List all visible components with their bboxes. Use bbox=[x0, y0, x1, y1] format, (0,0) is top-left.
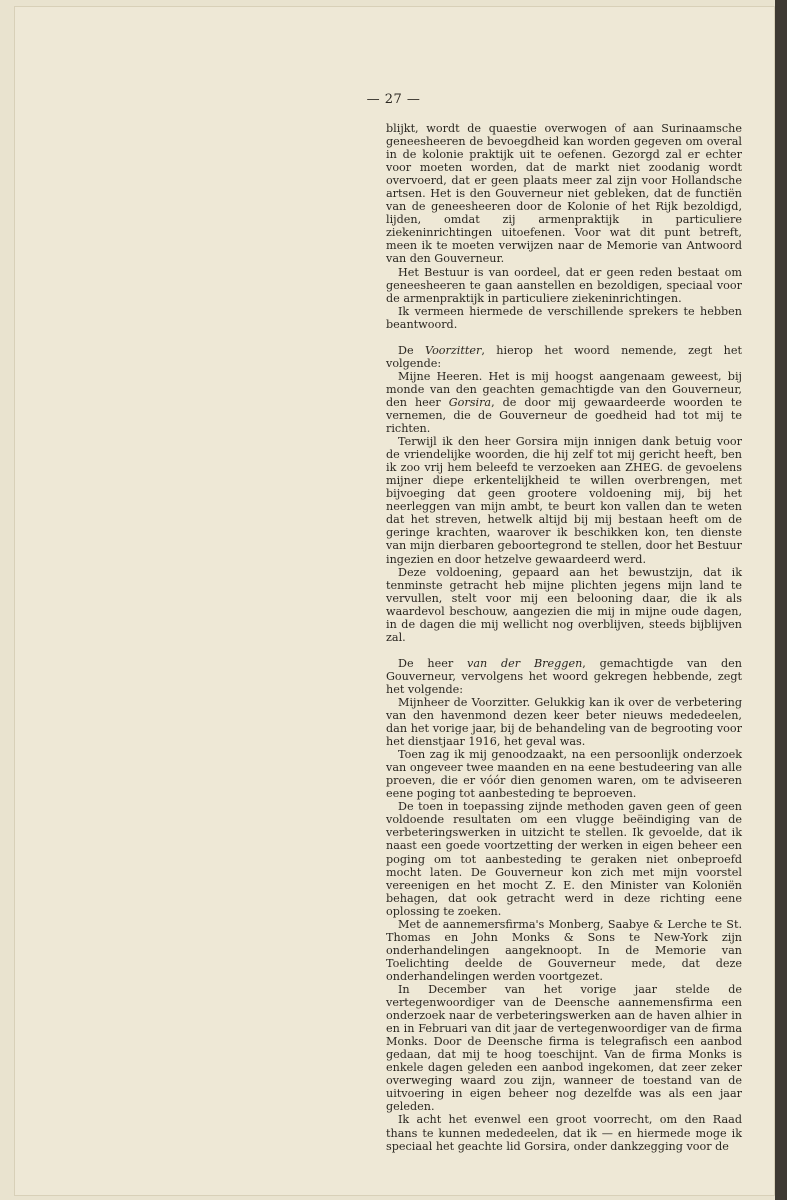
paragraph-text: Terwijl ik den heer Gorsira mijn innigen dank betuig voor de vriendelijke woorden, die hij zelf tot mij gericht heeft, ben ik zoo vrij hem beleefd te verzoeken aan ZHEG. de gevoelens mijner diepe erkentelijkheid te willen overbrengen, met bijvoeging dat geen grootere voldoening mij, bij het neerleggen van mijn ambt, te beurt kon vallen dan te weten dat het streven, hetwelk altijd bij mij bestaan heeft om de geringe krachten, waarover ik beschikken kon, ten dienste van mijn dierbaren geboortegrond te stellen, door het Bestuur ingezien en door hetzelve gewaardeerd werd. bbox=[386, 435, 742, 566]
paragraph bbox=[386, 696, 742, 748]
paragraph-text: De heer bbox=[398, 656, 467, 670]
paragraph bbox=[386, 800, 742, 917]
paragraph bbox=[386, 657, 742, 696]
paragraph bbox=[386, 566, 742, 644]
speaker-name: van der Breggen bbox=[467, 656, 583, 670]
paragraph bbox=[386, 748, 742, 800]
paragraph-text: , de door mij gewaardeerde woorden te vernemen, die de Gouverneur de goedheid had tot mij te richten. bbox=[386, 395, 742, 436]
paragraph bbox=[386, 918, 742, 983]
paragraph-text: , hierop het woord nemende, zegt het volgende: bbox=[386, 343, 742, 370]
paragraph-text: Ik acht het evenwel een groot voorrecht, om den Raad thans te kunnen mededeelen, dat ik — en hiermede moge ik speciaal het geachte lid Gorsira, onder dankzegging voor de bbox=[386, 1113, 742, 1153]
page-number: — 27 — bbox=[366, 92, 421, 107]
paragraph bbox=[386, 370, 742, 435]
paragraph-text: De bbox=[398, 343, 426, 357]
paragraph-text: Het Bestuur is van oordeel, dat er geen reden bestaat om geneesheeren te gaan aanstellen en bezoldigen, speciaal voor de armenpraktijk in particuliere ziekeninrichtingen. bbox=[386, 265, 742, 305]
paragraph-text: Deze voldoening, gepaard aan het bewustzijn, dat ik tenminste getracht heb mijne plichten jegens mijn land te vervullen, stelt voor mij een belooning daar, die ik als waardevol beschouw, aangezien die mij in mijne oude dagen, in de dagen die mij wellicht nog overblijven, steeds bijblijven zal. bbox=[386, 565, 742, 644]
paragraph bbox=[386, 1113, 742, 1152]
paragraph-text: In December van het vorige jaar stelde de vertegenwoordiger van de Deensche aannemensfirma een onderzoek naar de verbeteringswerken aan de haven alhier in en in Februari van dit jaar de vertegenwoordiger van de firma Monks. Door de Deensche firma is telegrafisch een aanbod gedaan, dat mij te hoog toeschijnt. Van de firma Monks is enkele dagen geleden een aanbod ingekomen, dat zeer zeker overweging waard zou zijn, wanneer de toestand van de uitvoering in eigen beheer nog dezelfde was als een jaar geleden. bbox=[386, 983, 742, 1114]
paragraph bbox=[386, 122, 742, 266]
paragraph bbox=[386, 983, 742, 1113]
binder-edge bbox=[775, 0, 787, 1200]
paragraph bbox=[386, 344, 742, 370]
paragraph bbox=[386, 266, 742, 305]
speaker-name: Voorzitter bbox=[425, 343, 482, 357]
paragraph-text: Mijne Heeren. Het is mij hoogst aangenaam geweest, bij monde van den geachten gemachtigde van den Gouverneur, den heer bbox=[386, 369, 742, 409]
paragraph-text: Mijnheer de Voorzitter. Gelukkig kan ik over de verbetering van den havenmond dezen keer beter nieuws mededeelen, dan het vorige jaar, bij de behandeling van de begrooting voor het dienstjaar 1916, het geval was. bbox=[386, 695, 742, 749]
paragraph bbox=[386, 435, 742, 565]
body-text bbox=[386, 122, 742, 1153]
paragraph-text: Toen zag ik mij genoodzaakt, na een persoonlijk onderzoek van ongeveer twee maanden en na eene bestudeering van alle proeven, die er vóór dien genomen waren, om te adviseeren eene poging tot aanbesteding te beproeven. bbox=[386, 748, 742, 801]
paragraph-text: blijkt, wordt de quaestie overwogen of aan Surinaamsche geneesheeren de bevoegdheid kan worden gegeven om overal in de kolonie praktijk uit te oefenen. Gezorgd zal er echter voor moeten worden, dat de markt niet zoodanig wordt overvoerd, dat er geen plaats meer zal zijn voor Hollandsche artsen. Het is den Gouverneur niet gebleken, dat de functiën van de geneesheeren door de Kolonie of het Rijk bezoldigd, lijden, omdat zij armenpraktijk in particuliere ziekeninrichtingen uitoefenen. Voor wat dit punt betreft, meen ik te moeten verwijzen naar de Memorie van Antwoord van den Gouverneur. bbox=[386, 122, 742, 266]
paragraph-text: Met de aannemersfirma's Monberg, Saabye & Lerche te St. Thomas en John Monks & Sons te New-York zijn onderhandelingen aangeknoopt. In de Memorie van Toelichting deelde de Gouverneur mede, dat deze onderhandelingen werden voortgezet. bbox=[386, 917, 742, 983]
paragraph-text: , gemachtigde van den Gouverneur, vervolgens het woord gekregen hebbende, zegt het volgende: bbox=[386, 656, 742, 696]
paragraph-text: Ik vermeen hiermede de verschillende sprekers te hebben beantwoord. bbox=[386, 304, 742, 331]
paragraph-text: De toen in toepassing zijnde methoden gaven geen of geen voldoende resultaten om een vlugge beëindiging van de verbeteringswerken in uitzicht te stellen. Ik gevoelde, dat ik naast een goede voortzetting der werken in eigen beheer een poging om tot aanbesteding te geraken niet onbeproefd mocht laten. De Gouverneur kon zich met mijn voorstel vereenigen en het mocht Z. E. den Minister van Koloniën behagen, dat ook getracht werd in deze richting eene oplossing te zoeken. bbox=[386, 800, 742, 918]
paragraph bbox=[386, 305, 742, 331]
speaker-name: Gorsira bbox=[448, 395, 492, 409]
